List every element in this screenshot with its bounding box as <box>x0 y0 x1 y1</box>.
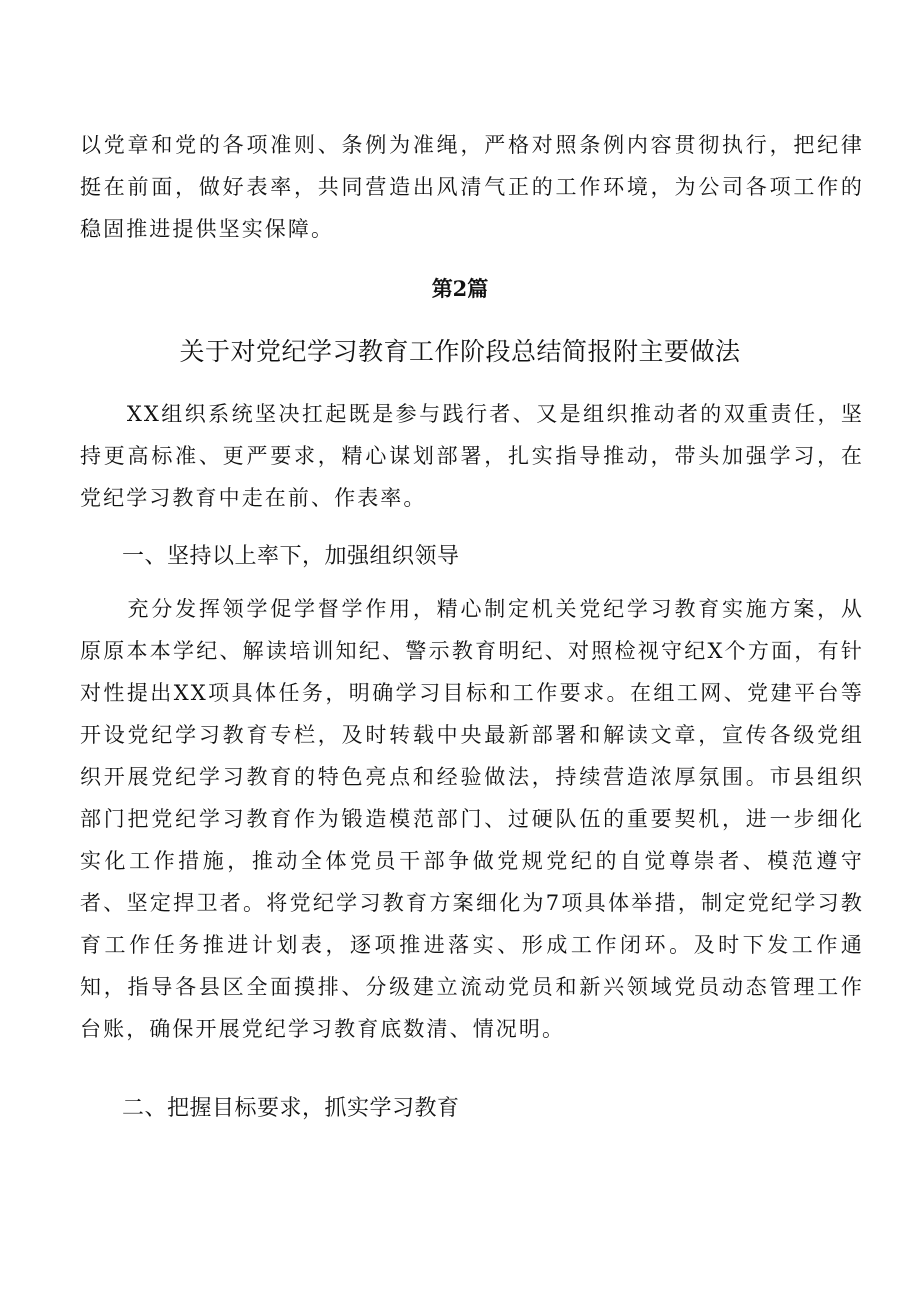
document-title: 关于对党纪学习教育工作阶段总结简报附主要做法 <box>179 337 741 366</box>
section-2-heading: 二、把握目标要求，抓实学习教育 <box>122 1096 460 1121</box>
lead-paragraph: XX组织系统坚决扛起既是参与践行者、又是组织推动者的双重责任，坚持更高标准、更严要求，精心谋划部署，扎实指导推动，带头加强学习，在党纪学习教育中走在前、作表率。 <box>80 402 864 510</box>
section-1-body: 充分发挥领学促学督学作用，精心制定机关党纪学习教育实施方案，从原原本本学纪、解读培训知纪、警示教育明纪、对照检视守纪X个方面，有针对性提出XX项具体任务，明确学习目标和工作要求。在组工网、党建平台等开设党纪学习教育专栏，及时转载中央最新部署和解读文章，宣传各级党组织开展党纪学习教育的特色亮点和经验做法，持续营造浓厚氛围。市县组织部门把党纪学习教育作为锻造模范部门、过硬队伍的重要契机，进一步细化实化工作措施，推动全体党员干部争做党规党纪的自觉尊崇者、模范遵守者、坚定捍卫者。将党纪学习教育方案细化为7项具体举措，制定党纪学习教育工作任务推进计划表，逐项推进落实、形成工作闭环。及时下发工作通知，指导各县区全面摸排、分级建立流动党员和新兴领域党员动态管理工作台账，确保开展党纪学习教育底数清、情况明。 <box>80 597 864 1041</box>
intro-paragraph: 以党章和党的各项准则、条例为准绳，严格对照条例内容贯彻执行，把纪律挺在前面，做好表率，共同营造出风清气正的工作环境，为公司各项工作的稳固推进提供坚实保障。 <box>80 133 864 241</box>
section-1-heading: 一、坚持以上率下，加强组织领导 <box>122 544 460 569</box>
part-label: 第2篇 <box>431 276 489 301</box>
